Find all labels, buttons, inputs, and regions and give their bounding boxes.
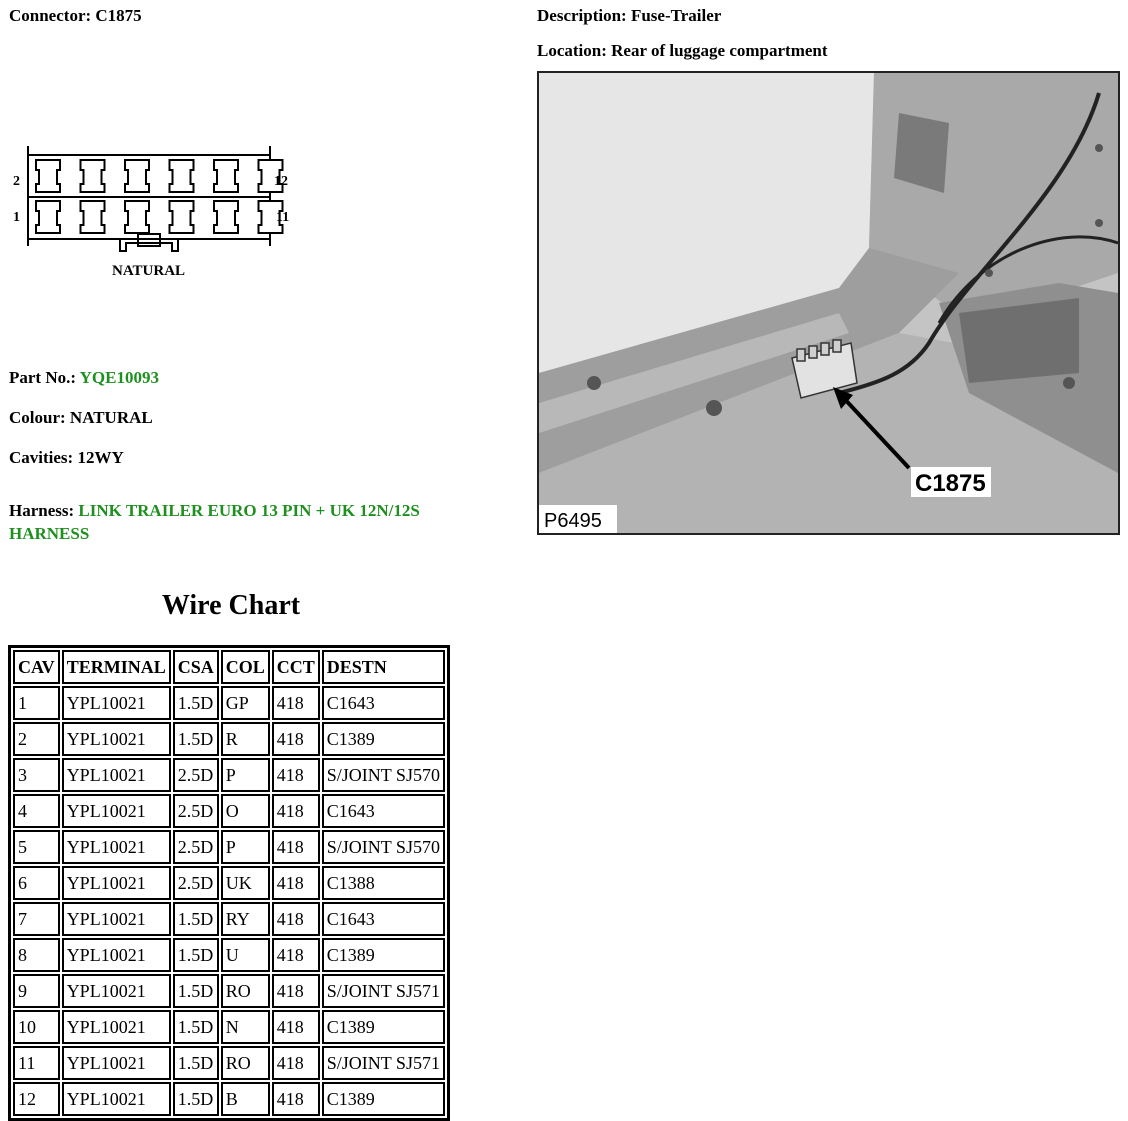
connector-cavity <box>214 160 238 192</box>
column-header: CAV <box>13 650 60 684</box>
connector-label: Connector: <box>9 6 92 25</box>
pin-label-12: 12 <box>274 174 288 189</box>
table-cell: YPL10021 <box>62 866 171 900</box>
table-cell: YPL10021 <box>62 974 171 1008</box>
photo-figure-id: P6495 <box>544 510 602 532</box>
table-cell: YPL10021 <box>62 1046 171 1080</box>
table-cell: 1.5D <box>173 686 219 720</box>
table-cell: YPL10021 <box>62 686 171 720</box>
table-row <box>13 974 445 1008</box>
harness-row <box>9 499 420 545</box>
table-cell: S/JOINT SJ570 <box>322 758 445 792</box>
column-header: DESTN <box>322 650 445 684</box>
table-cell: 1.5D <box>173 1082 219 1116</box>
table-cell: RO <box>221 974 270 1008</box>
table-cell: 1.5D <box>173 1010 219 1044</box>
connector-face-diagram <box>8 140 298 290</box>
pin-label-1: 1 <box>13 210 20 225</box>
table-cell: S/JOINT SJ571 <box>322 974 445 1008</box>
table-cell: RY <box>221 902 270 936</box>
description-label: Description: <box>537 6 627 25</box>
table-cell: 12 <box>13 1082 60 1116</box>
table-cell: YPL10021 <box>62 1082 171 1116</box>
wire-chart-title: Wire Chart <box>161 590 301 621</box>
table-cell: 418 <box>272 722 320 756</box>
table-row <box>13 1010 445 1044</box>
table-cell: RO <box>221 1046 270 1080</box>
table-header-row <box>13 650 445 684</box>
table-cell: C1389 <box>322 722 445 756</box>
connector-cavity <box>170 201 194 233</box>
table-cell: S/JOINT SJ570 <box>322 830 445 864</box>
column-header: COL <box>221 650 270 684</box>
part-number-label: Part No.: <box>9 368 77 387</box>
connector-cavity <box>170 160 194 192</box>
table-cell: B <box>221 1082 270 1116</box>
connector-heading <box>9 6 142 26</box>
table-cell: S/JOINT SJ571 <box>322 1046 445 1080</box>
connector-cavity <box>36 160 60 192</box>
table-cell: UK <box>221 866 270 900</box>
luggage-compartment-illustration <box>539 73 1118 533</box>
table-cell: 1.5D <box>173 722 219 756</box>
table-row <box>13 686 445 720</box>
location-label: Location: <box>537 41 607 60</box>
connector-cavity <box>125 160 149 192</box>
table-cell: 6 <box>13 866 60 900</box>
table-cell: YPL10021 <box>62 830 171 864</box>
colour-label: Colour: <box>9 408 66 427</box>
connector-cavity <box>125 201 149 233</box>
table-row <box>13 1046 445 1080</box>
table-cell: YPL10021 <box>62 1010 171 1044</box>
table-cell: U <box>221 938 270 972</box>
table-cell: YPL10021 <box>62 902 171 936</box>
table-cell: 5 <box>13 830 60 864</box>
table-cell: C1389 <box>322 938 445 972</box>
column-header: CSA <box>173 650 219 684</box>
table-cell: 2.5D <box>173 794 219 828</box>
table-row <box>13 758 445 792</box>
table-cell: N <box>221 1010 270 1044</box>
table-cell: C1389 <box>322 1082 445 1116</box>
connector-cavity <box>36 201 60 233</box>
harness-link-continued[interactable]: HARNESS <box>9 524 90 543</box>
connector-cavity <box>81 201 105 233</box>
table-cell: O <box>221 794 270 828</box>
table-cell: 418 <box>272 938 320 972</box>
table-cell: 1.5D <box>173 902 219 936</box>
table-cell: 1.5D <box>173 974 219 1008</box>
table-cell: GP <box>221 686 270 720</box>
table-cell: C1643 <box>322 794 445 828</box>
pin-label-2: 2 <box>13 174 20 189</box>
table-cell: P <box>221 830 270 864</box>
table-cell: 4 <box>13 794 60 828</box>
table-cell: 2.5D <box>173 758 219 792</box>
cavities-row <box>9 448 124 468</box>
harness-label: Harness: <box>9 501 75 520</box>
table-cell: YPL10021 <box>62 938 171 972</box>
table-cell: 418 <box>272 758 320 792</box>
table-cell: C1388 <box>322 866 445 900</box>
connector-colour-caption: NATURAL <box>112 263 186 279</box>
table-cell: C1643 <box>322 902 445 936</box>
colour-value: NATURAL <box>69 408 153 427</box>
table-cell: 418 <box>272 686 320 720</box>
table-cell: 418 <box>272 830 320 864</box>
table-cell: YPL10021 <box>62 722 171 756</box>
table-cell: C1389 <box>322 1010 445 1044</box>
column-header: TERMINAL <box>62 650 171 684</box>
table-cell: 418 <box>272 794 320 828</box>
table-cell: 11 <box>13 1046 60 1080</box>
description-value: Fuse-Trailer <box>630 6 722 25</box>
table-cell: 10 <box>13 1010 60 1044</box>
photo-callout: C1875 <box>915 470 986 497</box>
part-number <box>9 368 159 388</box>
table-cell: P <box>221 758 270 792</box>
harness-link[interactable]: LINK TRAILER EURO 13 PIN + UK 12N/12S <box>78 501 420 520</box>
column-header: CCT <box>272 650 320 684</box>
pin-label-11: 11 <box>276 210 290 225</box>
table-row <box>13 938 445 972</box>
cavities-value: 12WY <box>77 448 124 467</box>
table-cell: C1643 <box>322 686 445 720</box>
part-number-link[interactable]: YQE10093 <box>79 368 159 387</box>
location-value: Rear of luggage compartment <box>611 41 828 60</box>
table-cell: 2.5D <box>173 866 219 900</box>
table-cell: 1.5D <box>173 938 219 972</box>
table-cell: 8 <box>13 938 60 972</box>
table-cell: 1.5D <box>173 1046 219 1080</box>
table-row <box>13 722 445 756</box>
cavities-label: Cavities: <box>9 448 74 467</box>
table-cell: 418 <box>272 1010 320 1044</box>
table-cell: 418 <box>272 866 320 900</box>
table-row <box>13 1082 445 1116</box>
connector-cavity <box>81 160 105 192</box>
table-row <box>13 794 445 828</box>
table-row <box>13 866 445 900</box>
table-cell: 418 <box>272 974 320 1008</box>
table-cell: 9 <box>13 974 60 1008</box>
connector-id: C1875 <box>95 6 142 25</box>
table-cell: YPL10021 <box>62 758 171 792</box>
table-row <box>13 830 445 864</box>
table-cell: 418 <box>272 1082 320 1116</box>
table-cell: 7 <box>13 902 60 936</box>
table-cell: R <box>221 722 270 756</box>
table-row <box>13 902 445 936</box>
connector-cavity <box>214 201 238 233</box>
table-cell: 1 <box>13 686 60 720</box>
location-heading <box>537 41 828 61</box>
table-cell: 3 <box>13 758 60 792</box>
wire-chart-table <box>8 645 450 1121</box>
colour-row <box>9 408 153 428</box>
table-cell: 418 <box>272 902 320 936</box>
table-cell: YPL10021 <box>62 794 171 828</box>
table-cell: 2 <box>13 722 60 756</box>
location-photo <box>537 71 1120 535</box>
table-cell: 2.5D <box>173 830 219 864</box>
table-cell: 418 <box>272 1046 320 1080</box>
description-heading <box>537 6 721 26</box>
